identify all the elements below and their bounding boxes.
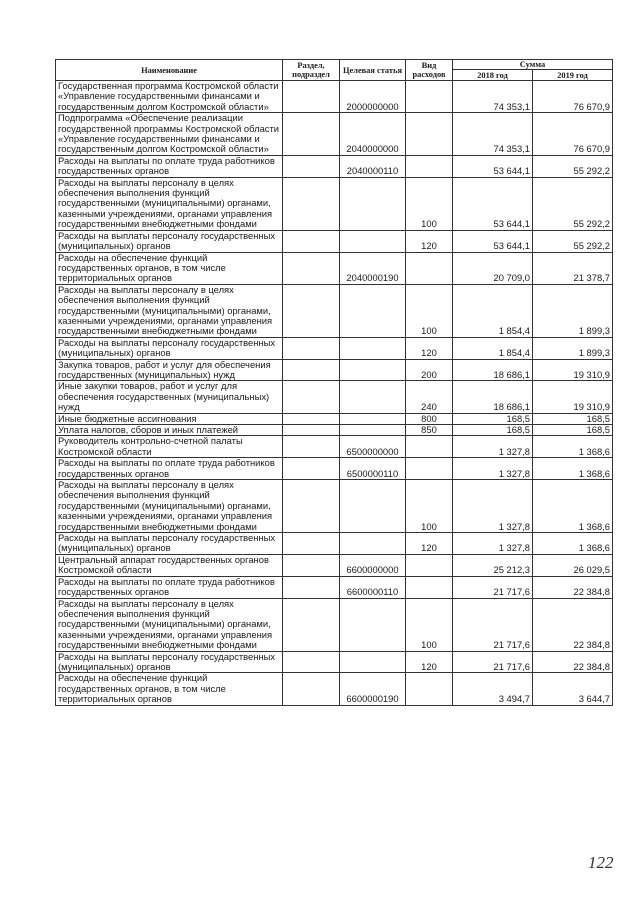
row-expense-type	[406, 576, 453, 598]
row-sum-2019: 21 378,7	[533, 252, 613, 284]
row-section	[283, 81, 340, 113]
row-section	[283, 673, 340, 705]
row-target-code: 6500000000	[340, 436, 406, 458]
row-expense-type: 800	[406, 413, 453, 424]
row-target-code: 2040000190	[340, 252, 406, 284]
row-target-code	[340, 284, 406, 337]
header-expense: Вид расходов	[406, 60, 453, 81]
row-name: Расходы на выплаты персоналу государственных (муниципальных) органов	[56, 337, 283, 359]
row-target-code: 2040000110	[340, 155, 406, 177]
row-expense-type: 200	[406, 359, 453, 381]
row-expense-type	[406, 155, 453, 177]
row-section	[283, 436, 340, 458]
row-sum-2019: 26 029,5	[533, 554, 613, 576]
table-row	[56, 81, 613, 113]
row-expense-type: 120	[406, 533, 453, 555]
row-section	[283, 458, 340, 480]
row-expense-type: 100	[406, 480, 453, 533]
row-name: Расходы на выплаты персоналу в целях обеспечения выполнения функций государственными (муниципальными) органами, казенными учреждениями, органами управления государственными внебюджетными фондами	[56, 480, 283, 533]
row-name: Государственная программа Костромской области «Управление государственными финансами и государственным долгом Костромской области»	[56, 81, 283, 113]
row-sum-2019: 19 310,9	[533, 359, 613, 381]
row-section	[283, 113, 340, 156]
row-section	[283, 425, 340, 436]
row-section	[283, 284, 340, 337]
row-name: Расходы на выплаты персоналу государственных (муниципальных) органов	[56, 533, 283, 555]
row-target-code: 6600000190	[340, 673, 406, 705]
table-row	[56, 436, 613, 458]
row-sum-2019: 1 368,6	[533, 533, 613, 555]
table-row	[56, 425, 613, 436]
row-target-code	[340, 381, 406, 413]
table-row	[56, 177, 613, 230]
row-sum-2019: 55 292,2	[533, 155, 613, 177]
row-sum-2018: 25 212,3	[453, 554, 533, 576]
table-row	[56, 458, 613, 480]
row-target-code: 6600000000	[340, 554, 406, 576]
header-year-2019: 2019 год	[533, 70, 613, 81]
row-target-code	[340, 177, 406, 230]
row-sum-2018: 74 353,1	[453, 113, 533, 156]
row-sum-2018: 168,5	[453, 413, 533, 424]
row-expense-type: 120	[406, 230, 453, 252]
row-name: Центральный аппарат государственных органов Костромской области	[56, 554, 283, 576]
row-target-code	[340, 337, 406, 359]
table-row	[56, 413, 613, 424]
row-expense-type: 100	[406, 598, 453, 651]
table-row	[56, 598, 613, 651]
row-target-code	[340, 533, 406, 555]
row-sum-2018: 21 717,6	[453, 651, 533, 673]
row-name: Расходы на выплаты персоналу в целях обеспечения выполнения функций государственными (муниципальными) органами, казенными учреждениями, органами управления государственными внебюджетными фондами	[56, 598, 283, 651]
header-name: Наименование	[56, 60, 283, 81]
table-row	[56, 155, 613, 177]
table-row	[56, 230, 613, 252]
row-name: Расходы на выплаты по оплате труда работников государственных органов	[56, 155, 283, 177]
row-expense-type	[406, 113, 453, 156]
row-expense-type	[406, 458, 453, 480]
row-section	[283, 554, 340, 576]
row-target-code	[340, 359, 406, 381]
row-expense-type: 100	[406, 177, 453, 230]
row-expense-type: 120	[406, 651, 453, 673]
row-expense-type: 120	[406, 337, 453, 359]
row-name: Расходы на выплаты персоналу в целях обеспечения выполнения функций государственными (муниципальными) органами, казенными учреждениями, органами управления государственными внебюджетными фондами	[56, 177, 283, 230]
row-section	[283, 413, 340, 424]
row-section	[283, 155, 340, 177]
page-number: 122	[588, 853, 614, 872]
row-name: Расходы на обеспечение функций государственных органов, в том числе территориальных органов	[56, 673, 283, 705]
row-name: Расходы на выплаты персоналу государственных (муниципальных) органов	[56, 230, 283, 252]
table-row	[56, 252, 613, 284]
row-target-code: 6600000110	[340, 576, 406, 598]
row-section	[283, 252, 340, 284]
row-sum-2018: 1 327,8	[453, 436, 533, 458]
row-name: Расходы на выплаты по оплате труда работников государственных органов	[56, 576, 283, 598]
row-target-code	[340, 425, 406, 436]
row-sum-2018: 1 327,8	[453, 458, 533, 480]
row-target-code: 2000000000	[340, 81, 406, 113]
row-name: Расходы на выплаты персоналу государственных (муниципальных) органов	[56, 651, 283, 673]
row-sum-2018: 1 327,8	[453, 480, 533, 533]
row-section	[283, 651, 340, 673]
row-expense-type: 100	[406, 284, 453, 337]
budget-table	[55, 59, 613, 706]
row-name: Закупка товаров, работ и услуг для обеспечения государственных (муниципальных) нужд	[56, 359, 283, 381]
row-sum-2018: 3 494,7	[453, 673, 533, 705]
row-sum-2019: 1 899,3	[533, 284, 613, 337]
row-expense-type: 850	[406, 425, 453, 436]
row-section	[283, 359, 340, 381]
table-row	[56, 359, 613, 381]
header-sum: Сумма	[453, 60, 613, 70]
row-expense-type	[406, 673, 453, 705]
row-expense-type	[406, 436, 453, 458]
row-target-code	[340, 480, 406, 533]
row-section	[283, 480, 340, 533]
row-sum-2019: 168,5	[533, 413, 613, 424]
row-sum-2019: 168,5	[533, 425, 613, 436]
row-sum-2018: 53 644,1	[453, 177, 533, 230]
row-section	[283, 337, 340, 359]
row-target-code	[340, 413, 406, 424]
row-target-code: 6500000110	[340, 458, 406, 480]
row-target-code	[340, 230, 406, 252]
row-expense-type	[406, 554, 453, 576]
row-sum-2019: 1 368,6	[533, 458, 613, 480]
row-sum-2018: 1 854,4	[453, 284, 533, 337]
row-sum-2019: 55 292,2	[533, 230, 613, 252]
row-expense-type: 240	[406, 381, 453, 413]
table-row	[56, 554, 613, 576]
header-year-2018: 2018 год	[453, 70, 533, 81]
row-sum-2018: 74 353,1	[453, 81, 533, 113]
row-sum-2019: 76 670,9	[533, 81, 613, 113]
table-row	[56, 337, 613, 359]
row-sum-2019: 3 644,7	[533, 673, 613, 705]
row-name: Расходы на выплаты персоналу в целях обеспечения выполнения функций государственными (муниципальными) органами, казенными учреждениями, органами управления государственными внебюджетными фондами	[56, 284, 283, 337]
header-section: Раздел, подраздел	[283, 60, 340, 81]
table-row	[56, 381, 613, 413]
row-sum-2018: 1 327,8	[453, 533, 533, 555]
row-sum-2019: 22 384,8	[533, 576, 613, 598]
row-expense-type	[406, 81, 453, 113]
row-sum-2018: 18 686,1	[453, 359, 533, 381]
table-row	[56, 673, 613, 705]
row-section	[283, 576, 340, 598]
row-sum-2018: 18 686,1	[453, 381, 533, 413]
row-sum-2019: 22 384,8	[533, 651, 613, 673]
table-row	[56, 480, 613, 533]
row-section	[283, 533, 340, 555]
row-sum-2018: 21 717,6	[453, 576, 533, 598]
row-sum-2019: 1 368,6	[533, 480, 613, 533]
row-section	[283, 598, 340, 651]
row-sum-2018: 53 644,1	[453, 230, 533, 252]
row-name: Подпрограмма «Обеспечение реализации государственной программы Костромской области «Управление государственными финансами и государственным долгом Костромской области»	[56, 113, 283, 156]
row-sum-2019: 22 384,8	[533, 598, 613, 651]
row-sum-2018: 53 644,1	[453, 155, 533, 177]
row-sum-2019: 1 899,3	[533, 337, 613, 359]
row-sum-2019: 1 368,6	[533, 436, 613, 458]
row-sum-2019: 76 670,9	[533, 113, 613, 156]
row-sum-2018: 20 709,0	[453, 252, 533, 284]
row-sum-2019: 19 310,9	[533, 381, 613, 413]
row-name: Расходы на выплаты по оплате труда работников государственных органов	[56, 458, 283, 480]
row-sum-2018: 1 854,4	[453, 337, 533, 359]
row-section	[283, 177, 340, 230]
table-row	[56, 576, 613, 598]
row-name: Расходы на обеспечение функций государственных органов, в том числе территориальных органов	[56, 252, 283, 284]
table-row	[56, 113, 613, 156]
table-row	[56, 651, 613, 673]
row-section	[283, 230, 340, 252]
row-sum-2018: 21 717,6	[453, 598, 533, 651]
row-target-code	[340, 598, 406, 651]
row-sum-2019: 55 292,2	[533, 177, 613, 230]
row-target-code: 2040000000	[340, 113, 406, 156]
row-name: Уплата налогов, сборов и иных платежей	[56, 425, 283, 436]
row-name: Руководитель контрольно-счетной палаты Костромской области	[56, 436, 283, 458]
row-name: Иные закупки товаров, работ и услуг для обеспечения государственных (муниципальных) нужд	[56, 381, 283, 413]
row-target-code	[340, 651, 406, 673]
table-row	[56, 284, 613, 337]
row-section	[283, 381, 340, 413]
row-sum-2018: 168,5	[453, 425, 533, 436]
header-target: Целевая статья	[340, 60, 406, 81]
table-row	[56, 533, 613, 555]
row-expense-type	[406, 252, 453, 284]
row-name: Иные бюджетные ассигнования	[56, 413, 283, 424]
